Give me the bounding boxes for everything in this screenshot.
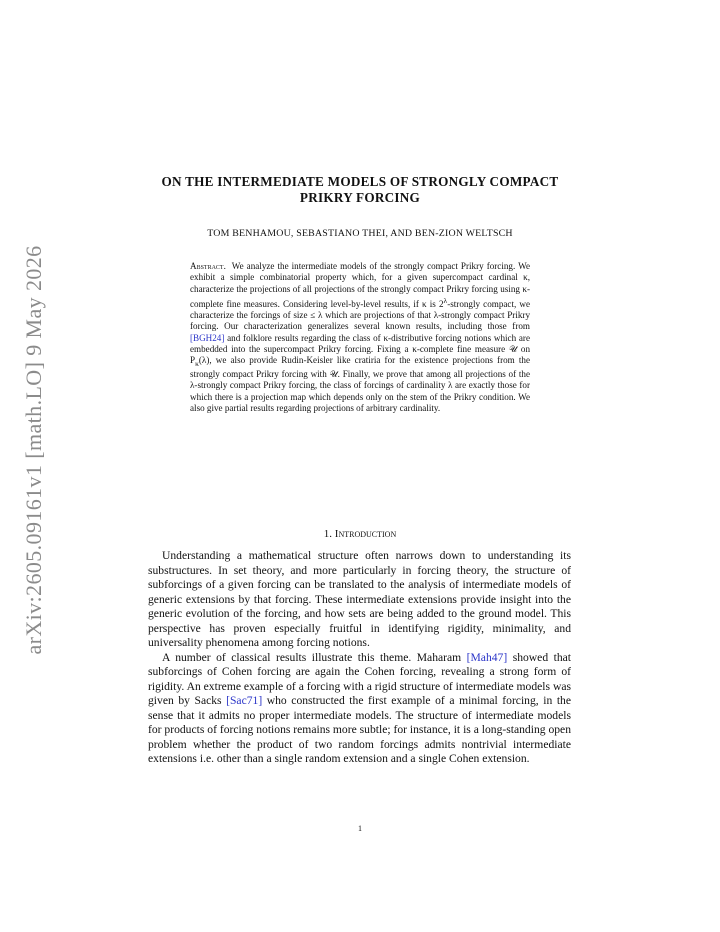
- abstract-text-part-3: and folklore results regarding the class of κ-distributive forcing notions which are embedded into the supercompact Prikry forcing. Fixing a κ-complete fine measure 𝒰 on P: [190, 332, 530, 366]
- introduction-paragraph-1: Understanding a mathematical structure often narrows down to understanding its substructures. In set theory, and more particularly in forcing theory, the structure of subforcings of a given forcing can be translated to the analysis of intermediate models of generic extensions by that forcing. These intermediate extensions provide insight into the generic evolution of the forcing, and how sets are being added to the ground model. This perspective has proven especially fruitful in identifying rigidity, minimality, and universality phenomena among forcing notions.: [148, 549, 571, 649]
- introduction-paragraph-2: [148, 651, 571, 767]
- abstract-subscript-kappa: κ: [195, 358, 199, 368]
- abstract-text-part-2: -strongly compact, we characterize the forcings of size ≤ λ which are projections of that λ-strongly compact Prikry forcing. Our characterization generalizes several known results, including those from: [190, 298, 530, 332]
- arxiv-identifier-stamp: [14, 245, 54, 655]
- citation-link-bgh24[interactable]: [BGH24]: [190, 332, 225, 343]
- author-list: TOM BENHAMOU, SEBASTIANO THEI, AND BEN-ZION WELTSCH: [207, 228, 513, 239]
- paragraph-2-text-part-3: who constructed the first example of a minimal forcing, in the sense that it admits no proper intermediate models. The structure of intermediate models for products of forcing notions remains more subtle; for instance, it is a long-standing open problem whether the product of two random forcings admits nontrivial intermediate extensions i.e. other than a single random extension and a single Cohen extension.: [148, 694, 571, 765]
- abstract-superscript-lambda: λ: [443, 295, 448, 305]
- paper-title: ON THE INTERMEDIATE MODELS OF STRONGLY COMPACT PRIKRY FORCING: [161, 174, 559, 205]
- section-heading-introduction: [150, 528, 570, 540]
- section-title: Introduction: [334, 528, 397, 540]
- section-number: 1.: [323, 528, 333, 540]
- introduction-body: [148, 549, 571, 767]
- citation-link-mah47[interactable]: [Mah47]: [466, 650, 508, 664]
- abstract-text-part-4: (λ), we also provide Rudin-Keisler like cratiria for the existence projections from the strongly compact Prikry forcing with 𝒰. Finally, we prove that among all projections of the λ-strongly compact Prikry forcing, the class of forcings of cardinality λ are exactly those for which there is a projection map which depends only on the stem of the Prikry condition. We also give partial results regarding projections of arbitrary cardinality.: [190, 355, 530, 413]
- abstract: [190, 261, 530, 414]
- abstract-label: Abstract.: [190, 261, 226, 271]
- arxiv-identifier-text: arXiv:2605.09161v1 [math.LO] 9 May 2026: [21, 245, 46, 655]
- paragraph-2-text-part-2: showed that subforcings of Cohen forcing are again the Cohen forcing, revealing a strong form of rigidity. An extreme example of a forcing with a rigid structure of intermediate models was given by Sacks: [148, 650, 571, 707]
- citation-link-sac71[interactable]: [Sac71]: [226, 694, 263, 707]
- page-number: 1: [358, 824, 362, 833]
- paragraph-2-text-part-1: A number of classical results illustrate this theme. Maharam: [162, 650, 467, 664]
- abstract-text-part-1: We analyze the intermediate models of the strongly compact Prikry forcing. We exhibit a simple combinatorial property which, for a given supercompact cardinal κ, characterize the projections of all projections of the strongly compact Prikry forcing using κ-complete fine measures. Considering level-by-level results, if κ is 2: [190, 261, 531, 309]
